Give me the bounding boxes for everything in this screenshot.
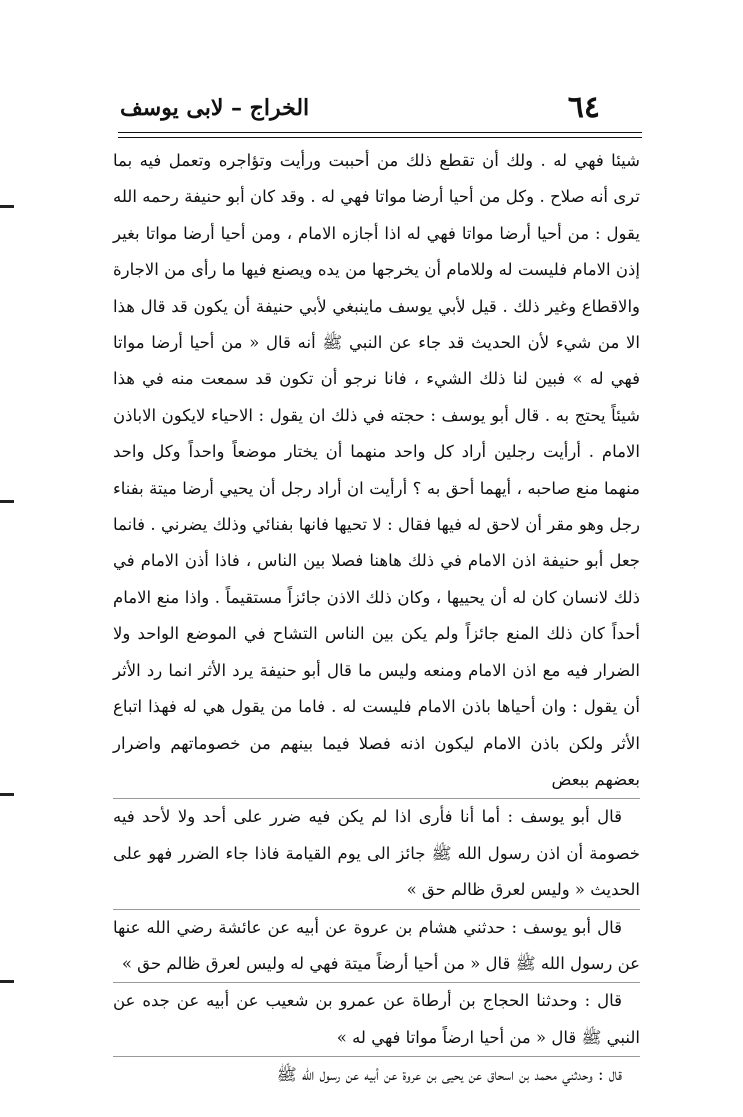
header-rule xyxy=(118,132,642,133)
page-header xyxy=(120,88,600,128)
paragraph-main: شيئا فهي له . ولك أن تقطع ذلك من أحببت ورأيت وتؤاجره وتعمل فيه بما ترى أنه صلاح . وكل من أحيا أرضا مواتا فهي له . وقد كان أبو حنيفة رحمه الله يقول : من أحيا أرضا مواتا فهي له اذا أجازه الامام ، ومن أحيا أرضا مواتا بغير إذن الامام فليست له وللامام أن يخرجها من يده ويصنع فيها ما رأى من الاجارة والاقطاع وغير ذلك . قيل لأبي يوسف ماينبغي لأبي حنيفة أن يكون قد قال هذا الا من شيء لأن الحديث قد جاء عن النبي ﷺ أنه قال « من أحيا أرضا مواتا فهي له » فبين لنا ذلك الشيء ، فانا نرجو أن تكون قد سمعت منه في هذا شيئاً يحتج به . قال أبو يوسف : حجته في ذلك ان يقول : الاحياء لايكون الاباذن الامام . أرأيت رجلين أراد كل واحد منهما أن يختار موضعاً واحداً وكل واحد منهما منع صاحبه ، أيهما أحق به ؟ أرأيت ان أراد رجل أن يحيي أرضا ميتة بفناء رجل وهو مقر أن لاحق له فيها فقال : لا تحيها فانها بفنائي وذلك يضرني . فانما جعل أبو حنيفة اذن الامام في ذلك هاهنا فصلا بين الناس ، فاذا أذن الامام في ذلك لانسان كان له أن يحييها ، وكان ذلك الاذن جائزاً مستقيماً . واذا منع الامام أحداً كان ذلك المنع جائزاً ولم يكن بين الناس التشاح في الموضع الواحد ولا الضرار فيه مع اذن الامام ومنعه وليس ما قال أبو حنيفة يرد الأثر انما رد الأثر أن يقول : وان أحياها باذن الامام فليست له . فاما من يقول هي له فهذا اتباع الأثر ولكن باذن الامام ليكون اذنه فصلا فيما بينهم من خصوماتهم واضرار بعضهم ببعض xyxy=(113,151,640,789)
paragraph-abu-yusuf-opinion: قال أبو يوسف : أما أنا فأرى اذا لم يكن فيه ضرر على أحد ولا لأحد فيه خصومة أن اذن رسول الله ﷺ جائز الى يوم القيامة فاذا جاء الضرر فهو على الحديث « وليس لعرق ظالم حق » xyxy=(113,798,640,908)
header-rule-double xyxy=(118,137,642,138)
paragraph-hadith-ibn-ishaq: قال : وحدثني محمد بن اسحاق عن يحيى بن عروة عن أبيه عن رسول الله ﷺ xyxy=(113,1056,640,1093)
page-number: ٦٤ xyxy=(567,90,600,125)
margin-mark xyxy=(0,205,14,208)
body-text xyxy=(113,143,640,1094)
paragraph-hadith-hajjaj: قال : وحدثنا الحجاج بن أرطاة عن عمرو بن شعيب عن أبيه عن جده عن النبي ﷺ قال « من أحيا ارضاً مواتا فهي له » xyxy=(113,982,640,1056)
margin-mark xyxy=(0,980,14,983)
margin-mark xyxy=(0,793,14,796)
margin-mark xyxy=(0,500,14,503)
paragraph-hadith-aisha: قال أبو يوسف : حدثني هشام بن عروة عن أبيه عن عائشة رضي الله عنها عن رسول الله ﷺ قال « من أحيا أرضاً ميتة فهي له وليس لعرق ظالم حق » xyxy=(113,909,640,983)
running-title: الخراج – لابى يوسف xyxy=(120,95,310,121)
